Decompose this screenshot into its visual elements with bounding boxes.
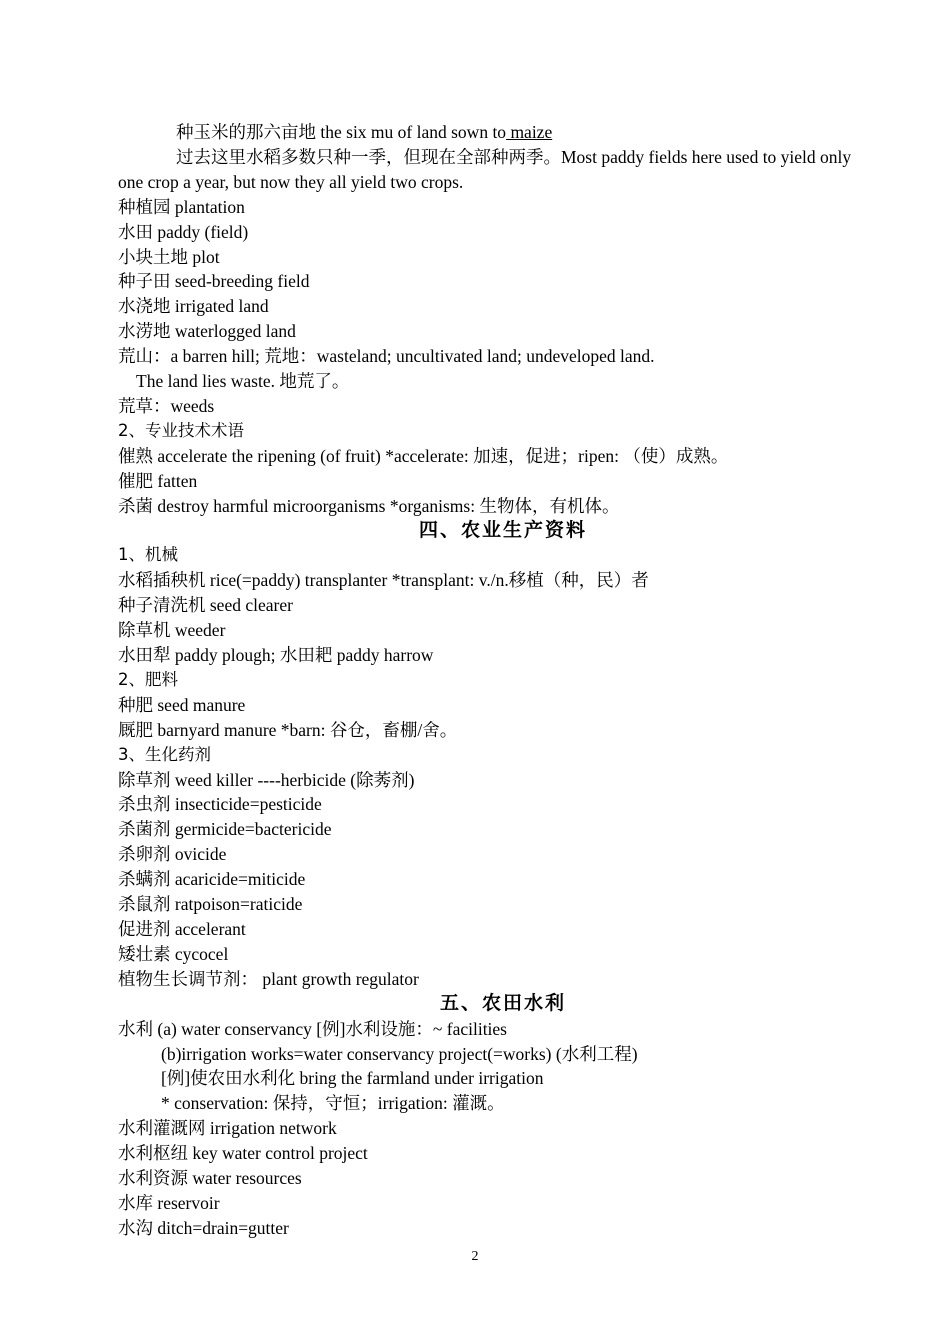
entry-line: 荒山：a barren hill; 荒地：wasteland; uncultivated land; undeveloped land.	[118, 346, 655, 367]
entry-line: 水利 (a) water conservancy [例]水利设施：~ facilities	[118, 1018, 507, 1039]
entry-line: (b)irrigation works=water conservancy project(=works) (水利工程)	[161, 1043, 638, 1064]
entry-line: 水田 paddy (field)	[118, 221, 249, 242]
document-body	[118, 120, 868, 1241]
entry-line: 水利资源 water resources	[118, 1168, 302, 1189]
entry-line: 水利枢纽 key water control project	[118, 1143, 368, 1164]
entry-line: 催熟 accelerate the ripening (of fruit) *accelerate: 加速，促进；ripen: （使）成熟。	[118, 445, 729, 466]
entry-text: 种玉米的那六亩地 the six mu of land sown to	[176, 122, 507, 142]
entry-line: 水田犁 paddy plough; 水田耙 paddy harrow	[118, 645, 434, 666]
entry-line: 杀菌 destroy harmful microorganisms *organisms: 生物体，有机体。	[118, 495, 620, 516]
entry-line: 水沟 ditch=drain=gutter	[118, 1217, 289, 1238]
section-heading: 五、农田水利	[439, 992, 566, 1014]
subsection-heading: 1、机械	[118, 545, 178, 565]
entry-line: 催肥 fatten	[118, 470, 198, 491]
page-number: 2	[471, 1249, 479, 1264]
entry-line: 杀卵剂 ovicide	[118, 844, 227, 865]
entry-line: 厩肥 barnyard manure *barn: 谷仓，畜棚/舍。	[118, 719, 458, 740]
entry-line: 杀虫剂 insecticide=pesticide	[118, 794, 322, 815]
entry-line: 小块土地 plot	[118, 246, 220, 267]
note-line: * conservation: 保持，守恒；irrigation: 灌溉。	[161, 1093, 505, 1114]
entry-line: 水稻插秧机 rice(=paddy) transplanter *transplant: v./n.移植（种，民）者	[118, 570, 649, 591]
entry-line: 荒草：weeds	[118, 395, 215, 416]
entry-line: 植物生长调节剂： plant growth regulator	[118, 968, 419, 989]
entry-line: 水利灌溉网 irrigation network	[118, 1118, 337, 1139]
entry-line: 种肥 seed manure	[118, 694, 246, 715]
entry-line: 除草机 weeder	[118, 620, 226, 641]
underlined-word: maize	[506, 122, 553, 142]
entry-line: 水库 reservoir	[118, 1192, 220, 1213]
entry-line: 种子田 seed-breeding field	[118, 271, 310, 292]
entry-line: 种植园 plantation	[118, 196, 245, 217]
subsection-heading: 2、专业技术术语	[118, 420, 244, 440]
entry-line: 促进剂 accelerant	[118, 919, 246, 939]
entry-line: 杀菌剂 germicide=bactericide	[118, 819, 332, 840]
section-heading: 四、农业生产资料	[418, 519, 587, 541]
entry-line: 杀螨剂 acaricide=miticide	[118, 869, 306, 890]
entry-line	[118, 120, 868, 145]
example-sentence: 过去这里水稻多数只种一季，但现在全部种两季。Most paddy fields here used to yield only one crop a year, but now they all yield two crops.	[118, 146, 852, 192]
subsection-heading: 2、肥料	[118, 669, 178, 689]
example-line: [例]使农田水利化 bring the farmland under irrigation	[161, 1068, 544, 1089]
entry-line: 种子清洗机 seed clearer	[118, 595, 293, 616]
entry-line: 杀鼠剂 ratpoison=raticide	[118, 894, 303, 915]
entry-line: 除草剂 weed killer ----herbicide (除莠剂)	[118, 769, 415, 790]
entry-line: 水涝地 waterlogged land	[118, 321, 296, 342]
subsection-heading: 3、生化药剂	[118, 744, 211, 764]
entry-line: 矮壮素 cycocel	[118, 943, 229, 964]
example-line: The land lies waste. 地荒了。	[136, 371, 350, 392]
entry-line: 水浇地 irrigated land	[118, 296, 269, 317]
